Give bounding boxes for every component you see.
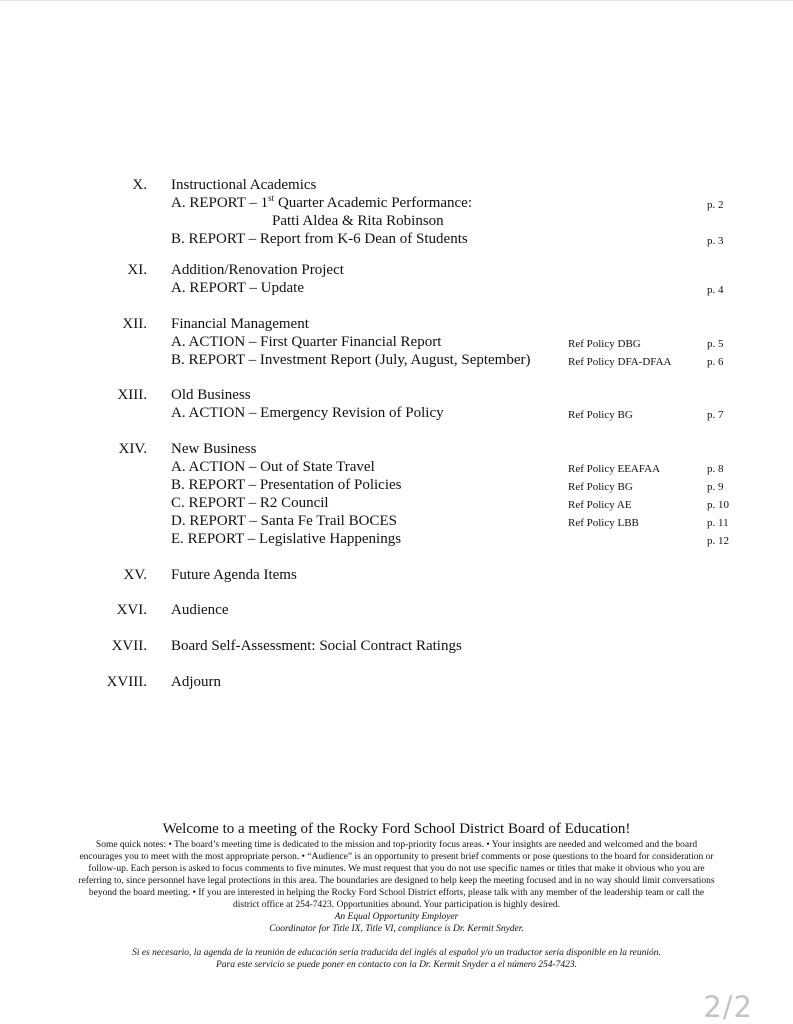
section-number: XIV.: [118, 441, 147, 457]
section-number: XV.: [123, 567, 147, 583]
agenda-item: [171, 333, 731, 351]
agenda-item-label: E. REPORT – Legislative Happenings: [171, 531, 402, 547]
agenda-item-label: A. REPORT – 1st Quarter Academic Performance:: [171, 193, 473, 211]
agenda-item-policy-ref: Ref Policy EEAFAA: [568, 463, 661, 475]
agenda-item-label: C. REPORT – R2 Council: [171, 495, 329, 511]
quick-notes-line: beyond the board meeting. • If you are interested in helping the Rocky Ford School District efforts, please talk with any member of the leadership team or call the: [88, 888, 705, 898]
agenda-item-page: p. 8: [707, 463, 724, 475]
agenda-item-page: p. 7: [707, 409, 724, 421]
section-title: Audience: [171, 602, 229, 618]
agenda-item: [171, 404, 731, 422]
agenda-item: [171, 194, 731, 212]
section-number: XII.: [122, 316, 147, 332]
section-number: XI.: [127, 262, 147, 278]
agenda-item: [171, 530, 731, 548]
agenda-item-policy-ref: Ref Policy DBG: [568, 338, 641, 350]
coordinator-statement: Coordinator for Title IX, Title VI, compliance is Dr. Kermit Snyder.: [269, 924, 524, 934]
spanish-notice-line-2: Para este servicio se puede poner en contacto con la Dr. Kermit Snyder a el número 254-7423.: [215, 960, 578, 970]
section-title: Addition/Renovation Project: [171, 262, 344, 278]
quick-notes-line: encourages you to meet with the most appropriate person. • “Audience” is an opportunity to present brief comments or pose questions to the board for consideration or: [79, 852, 714, 862]
agenda-item-page: p. 12: [707, 535, 729, 547]
quick-notes: [48, 839, 745, 911]
section-title: New Business: [171, 441, 257, 457]
agenda-item: [171, 476, 731, 494]
agenda-item: [171, 230, 731, 248]
page-indicator: 2/2: [703, 990, 753, 1024]
agenda-item-policy-ref: Ref Policy DFA-DFAA: [568, 356, 672, 368]
agenda-item-label: D. REPORT – Santa Fe Trail BOCES: [171, 513, 397, 529]
agenda-item-page: p. 11: [707, 517, 729, 529]
section-number: XVII.: [111, 638, 147, 654]
agenda-item: [171, 458, 731, 476]
agenda-item: [171, 512, 731, 530]
section-number: XIII.: [117, 387, 147, 403]
agenda-item-label: B. REPORT – Presentation of Policies: [171, 477, 402, 493]
section-number: X.: [132, 177, 147, 193]
agenda-item-policy-ref: Ref Policy BG: [568, 481, 633, 493]
agenda-item: [171, 494, 731, 512]
spanish-notice-line-1: Si es necesario, la agenda de la reunión de educación sería traducida del inglés al español y/o un traductor sería disponible en la reunión.: [132, 948, 661, 958]
agenda-item-page: p. 9: [707, 481, 724, 493]
top-border: [0, 0, 793, 1]
section-title: Board Self-Assessment: Social Contract Ratings: [171, 638, 462, 654]
section-title: Future Agenda Items: [171, 567, 297, 583]
agenda-item-label: B. REPORT – Investment Report (July, August, September): [171, 352, 531, 368]
employer-statement: An Equal Opportunity Employer: [334, 912, 459, 922]
section-number: XVIII.: [106, 674, 147, 690]
agenda-item-page: p. 3: [707, 235, 724, 247]
agenda-item-policy-ref: Ref Policy AE: [568, 499, 632, 511]
agenda-item-page: p. 10: [707, 499, 729, 511]
section-title: Instructional Academics: [171, 177, 317, 193]
agenda-item-page: p. 6: [707, 356, 724, 368]
agenda-item-page: p. 2: [707, 199, 724, 211]
agenda-item-label: A. ACTION – First Quarter Financial Report: [171, 334, 442, 350]
agenda-item: [171, 279, 731, 297]
agenda-item-presenters: Patti Aldea & Rita Robinson: [272, 213, 444, 229]
agenda-item-page: p. 5: [707, 338, 724, 350]
agenda-item-label: A. ACTION – Out of State Travel: [171, 459, 375, 475]
agenda-item-policy-ref: Ref Policy BG: [568, 409, 633, 421]
section-number: XVI.: [116, 602, 147, 618]
section-title: Old Business: [171, 387, 251, 403]
section-title: Adjourn: [171, 674, 221, 690]
agenda-item-label: A. ACTION – Emergency Revision of Policy: [171, 405, 444, 421]
agenda-item: [171, 351, 731, 369]
agenda-item-label: B. REPORT – Report from K-6 Dean of Students: [171, 231, 468, 247]
agenda-item-label: A. REPORT – Update: [171, 280, 304, 296]
quick-notes-line: Some quick notes: • The board’s meeting time is dedicated to the mission and top-priority focus areas. • Your insights are needed and welcomed and the board: [95, 840, 698, 850]
agenda-item-page: p. 4: [707, 284, 724, 296]
quick-notes-line: district office at 254-7423. Opportunities abound. Your participation is highly desired.: [233, 900, 560, 910]
welcome-heading: Welcome to a meeting of the Rocky Ford School District Board of Education!: [162, 821, 631, 837]
section-title: Financial Management: [171, 316, 309, 332]
quick-notes-line: referring to, since personnel have legal protections in this area. The boundaries are designed to help keep the meeting focused and in no way should limit conversations: [78, 876, 715, 886]
quick-notes-line: follow-up. Each person is asked to focus comments to five minutes. We must request that you do not use specific names or titles that make it obvious who you are: [88, 864, 705, 874]
agenda-item-policy-ref: Ref Policy LBB: [568, 517, 639, 529]
